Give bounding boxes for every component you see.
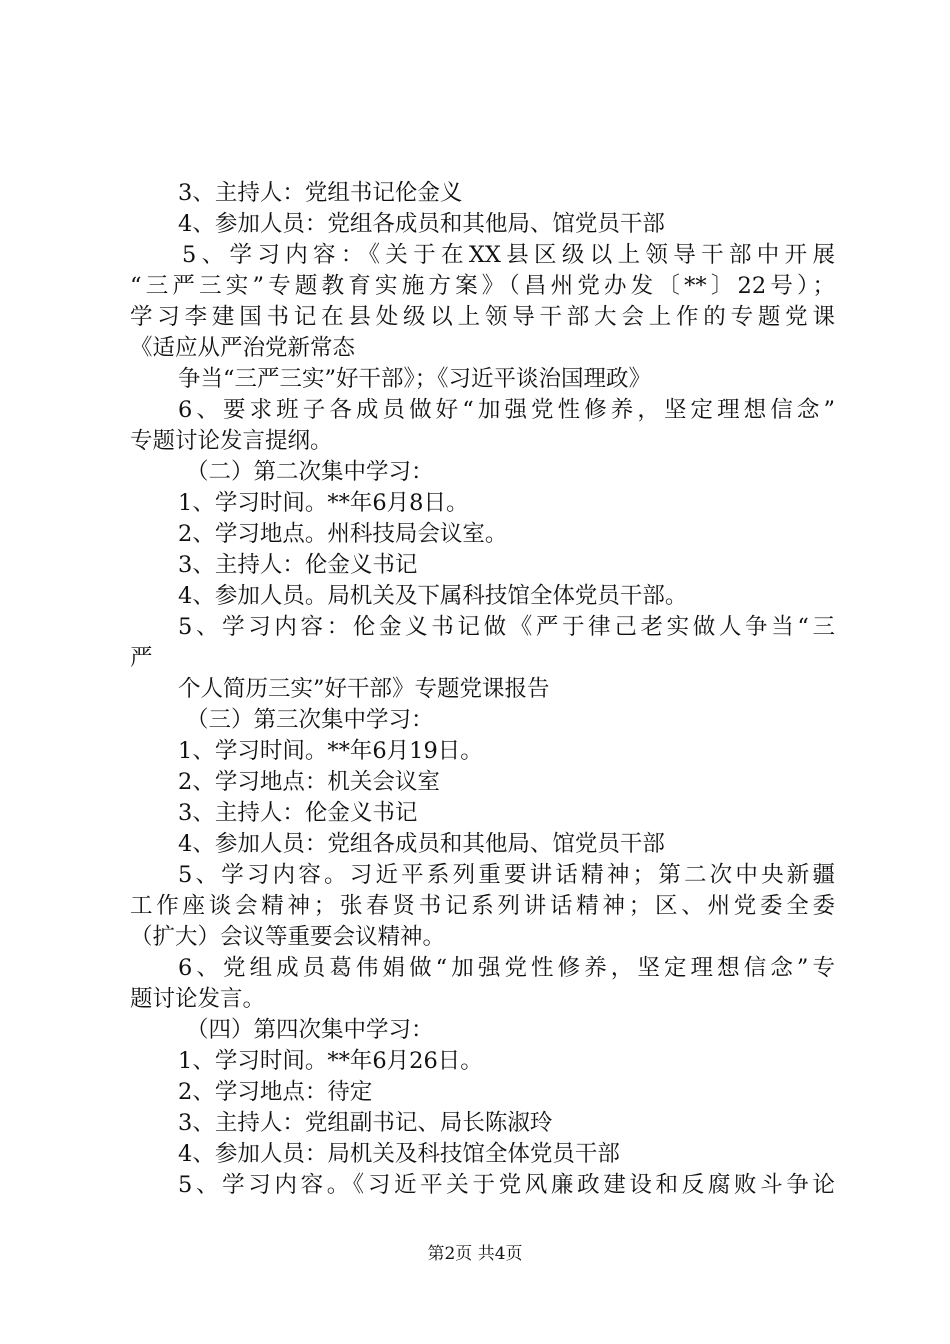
text-line: 3、主持人：党组副书记、局长陈淑玲: [178, 1110, 553, 1136]
text-line: 2、学习地点：机关会议室: [178, 769, 440, 795]
text-line: （扩大）会议等重要会议精神。: [130, 924, 446, 950]
text-line: 1、学习时间。**年6月19日。: [178, 738, 483, 764]
document-body: [130, 178, 835, 1201]
text-line: 3、主持人：伦金义书记: [178, 552, 418, 578]
text-line: 5、学习内容：《关于在XX县区级以上领导干部中开展: [182, 242, 835, 268]
text-line: 5、学习内容。习近平系列重要讲话精神；第二次中央新疆: [178, 862, 835, 888]
text-line: 严: [130, 645, 153, 671]
text-line: 争当“三严三实”好干部》；《习近平谈治国理政》: [178, 366, 652, 392]
text-line: 4、参加人员：局机关及科技馆全体党员干部: [178, 1141, 620, 1167]
text-line: 1、学习时间。**年6月26日。: [178, 1048, 483, 1074]
text-line: 4、参加人员。局机关及下属科技馆全体党员干部。: [178, 583, 688, 609]
text-line: 题讨论发言。: [130, 986, 266, 1012]
section-heading: （三）第三次集中学习：: [186, 707, 434, 733]
section-heading: （四）第四次集中学习：: [186, 1017, 434, 1043]
text-line: 个人简历三实”好干部》专题党课报告: [178, 676, 550, 702]
text-line: 6、党组成员葛伟娟做“加强党性修养，坚定理想信念”专: [178, 955, 835, 981]
text-line: 5、学习内容：伦金义书记做《严于律己老实做人争当“三: [178, 614, 835, 640]
text-line: 3、主持人：伦金义书记: [178, 800, 418, 826]
page-footer: 第2页 共4页: [427, 1244, 523, 1264]
text-line: 4、参加人员：党组各成员和其他局、馆党员干部: [178, 831, 665, 857]
text-line: 《适应从严治党新常态: [130, 335, 356, 361]
text-line: 1、学习时间。**年6月8日。: [178, 490, 469, 516]
text-line: 4、参加人员：党组各成员和其他局、馆党员干部: [178, 211, 665, 237]
text-line: 3、主持人：党组书记伦金义: [178, 180, 463, 206]
text-line: 专题讨论发言提纲。: [130, 428, 333, 454]
text-line: “三严三实”专题教育实施方案》（昌州党办发〔**〕22号）；: [130, 273, 835, 299]
text-line: 2、学习地点：待定: [178, 1079, 373, 1105]
section-heading: （二）第二次集中学习：: [186, 459, 434, 485]
text-line: 工作座谈会精神；张春贤书记系列讲话精神；区、州党委全委: [130, 893, 835, 919]
text-line: 5、学习内容。《习近平关于党风廉政建设和反腐败斗争论: [178, 1172, 835, 1198]
text-line: 6、要求班子各成员做好“加强党性修养，坚定理想信念”: [178, 397, 835, 423]
text-line: 2、学习地点。州科技局会议室。: [178, 521, 508, 547]
text-line: 学习李建国书记在县处级以上领导干部大会上作的专题党课: [130, 304, 835, 330]
